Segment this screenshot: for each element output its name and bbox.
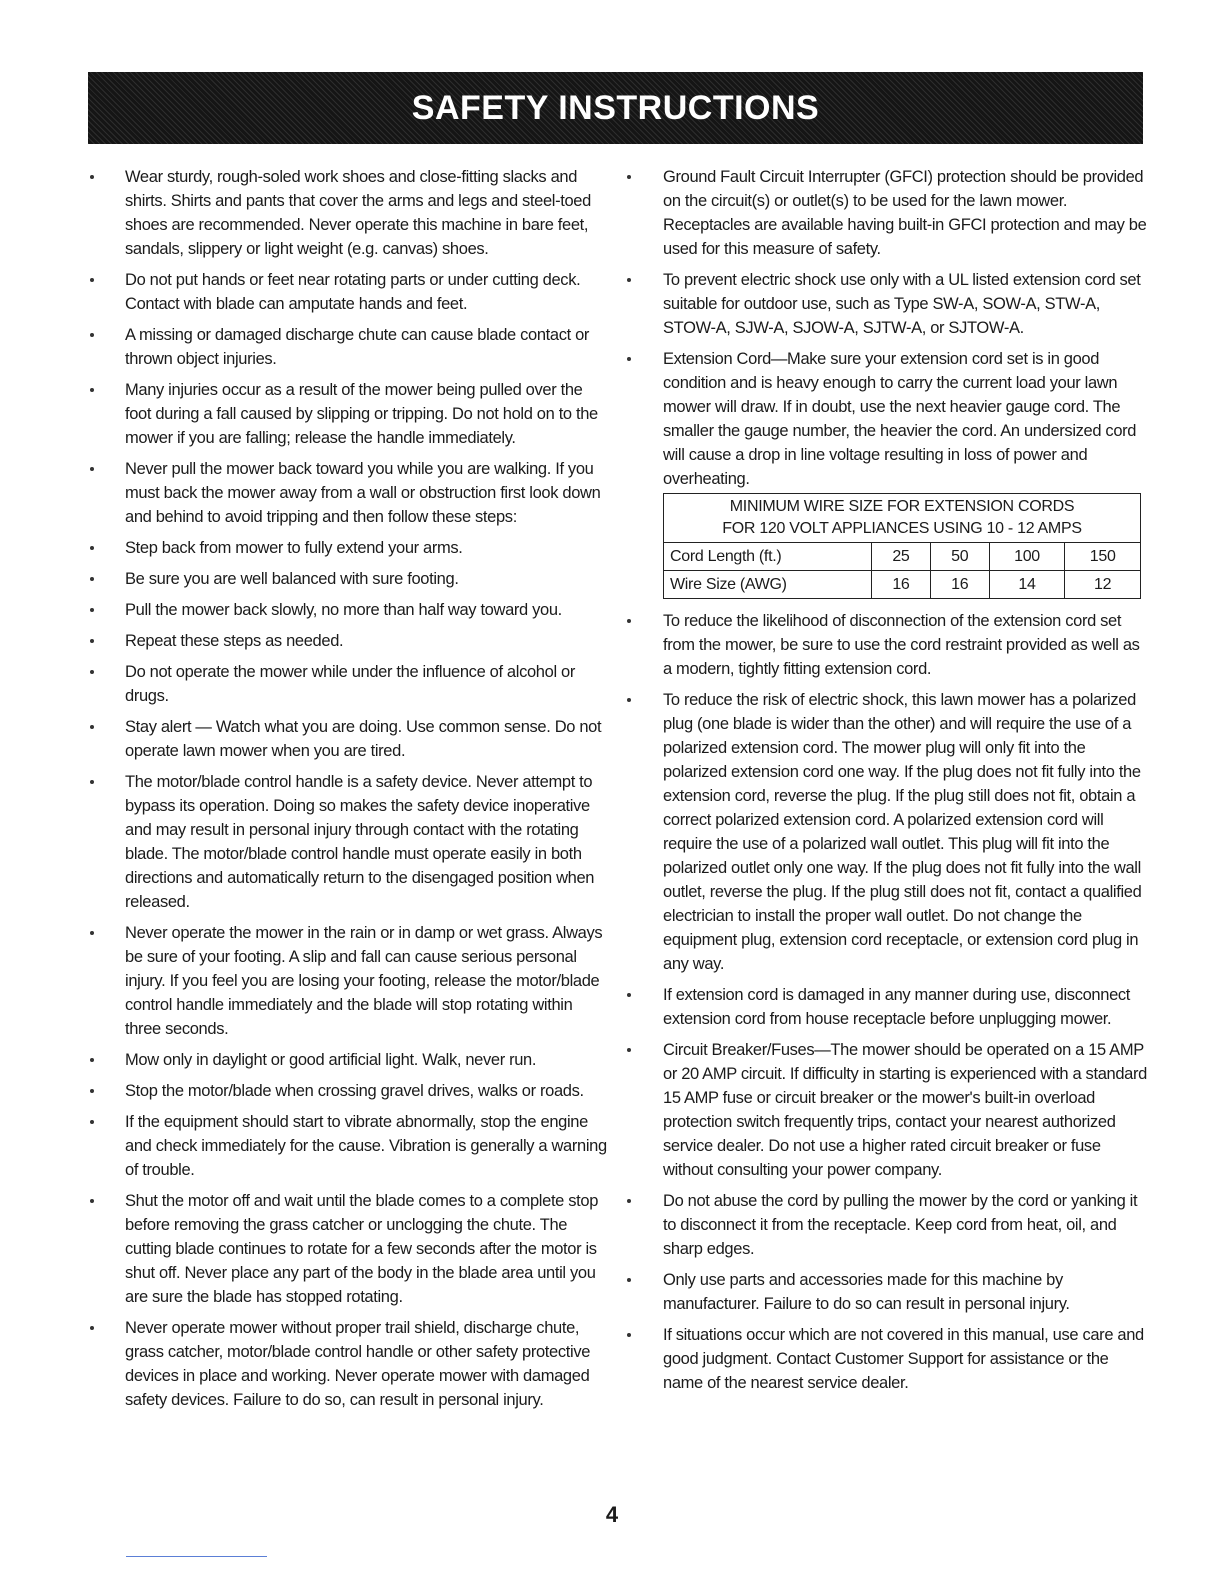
bullet-icon bbox=[627, 357, 631, 361]
list-item: To prevent electric shock use only with a UL listed extension cord set suitable for outdoor use, such as Type SW-A, SOW-A, STW-A, STOW-A, SJW-A, SJOW-A, SJTW-A, or SJTOW-A. bbox=[625, 268, 1147, 340]
table-cell: 25 bbox=[872, 543, 931, 571]
footer-divider bbox=[126, 1556, 267, 1557]
list-item: Do not abuse the cord by pulling the mower by the cord or yanking it to disconnect it from the receptacle. Keep cord from heat, oil, and sharp edges. bbox=[625, 1189, 1147, 1261]
bullet-icon bbox=[90, 639, 94, 643]
bullet-icon bbox=[90, 1199, 94, 1203]
table-cell: 150 bbox=[1065, 543, 1141, 571]
list-item: A missing or damaged discharge chute can cause blade contact or thrown object injuries. bbox=[88, 323, 608, 371]
bullet-icon bbox=[90, 467, 94, 471]
list-item: Be sure you are well balanced with sure footing. bbox=[88, 567, 608, 591]
list-item: If extension cord is damaged in any manner during use, disconnect extension cord from house receptacle before unplugging mower. bbox=[625, 983, 1147, 1031]
list-item: Only use parts and accessories made for this machine by manufacturer. Failure to do so can result in personal injury. bbox=[625, 1268, 1147, 1316]
list-item: Circuit Breaker/Fuses—The mower should be operated on a 15 AMP or 20 AMP circuit. If difficulty in starting is experienced with a standard 15 AMP fuse or circuit breaker or the mower's built-in overload protection switch frequently trips, contact your nearest authorized service dealer. Do not use a higher rated circuit breaker or fuse without consulting your power company. bbox=[625, 1038, 1147, 1182]
list-item: To reduce the risk of electric shock, this lawn mower has a polarized plug (one blade is wider than the other) and will require the use of a polarized extension cord. The mower plug will only fit into the polarized extension cord one way. If the plug does not fit fully into the extension cord, reverse the plug. If the plug still does not fit, obtain a correct polarized extension cord. A polarized extension cord will require the use of a polarized wall outlet. This plug will fit into the polarized outlet only one way. If the plug does not fit fully into the wall outlet, reverse the plug. If the plug still does not fit, contact a qualified electrician to install the proper wall outlet. Do not change the equipment plug, extension cord receptacle, or extension cord plug in any way. bbox=[625, 688, 1147, 976]
left-column bbox=[88, 165, 608, 1419]
list-item: Do not operate the mower while under the influence of alcohol or drugs. bbox=[88, 660, 608, 708]
table-row-label: Wire Size (AWG) bbox=[664, 571, 872, 599]
table-cell: 100 bbox=[989, 543, 1065, 571]
list-item: To reduce the likelihood of disconnection of the extension cord set from the mower, be sure to use the cord restraint provided as well as a modern, tightly fitting extension cord. bbox=[625, 609, 1147, 681]
bullet-icon bbox=[90, 278, 94, 282]
page-title: SAFETY INSTRUCTIONS bbox=[411, 88, 820, 127]
bullet-icon bbox=[627, 1048, 631, 1052]
bullet-icon bbox=[627, 1278, 631, 1282]
bullet-icon bbox=[627, 698, 631, 702]
table-cell: 16 bbox=[872, 571, 931, 599]
table-cell: 16 bbox=[930, 571, 989, 599]
bullet-icon bbox=[627, 1333, 631, 1337]
bullet-icon bbox=[90, 780, 94, 784]
right-column bbox=[625, 165, 1147, 1402]
list-item: Stay alert — Watch what you are doing. Use common sense. Do not operate lawn mower when you are tired. bbox=[88, 715, 608, 763]
list-item: Extension Cord—Make sure your extension cord set is in good condition and is heavy enough to carry the current load your lawn mower will draw. If in doubt, use the next heavier gauge cord. The smaller the gauge number, the heavier the cord. An undersized cord will cause a drop in line voltage resulting in loss of power and overheating. bbox=[625, 347, 1147, 491]
list-item: Do not put hands or feet near rotating parts or under cutting deck. Contact with blade can amputate hands and feet. bbox=[88, 268, 608, 316]
bullet-icon bbox=[90, 1058, 94, 1062]
bullet-icon bbox=[627, 175, 631, 179]
table-row bbox=[664, 571, 1141, 599]
bullet-icon bbox=[90, 175, 94, 179]
list-item: Repeat these steps as needed. bbox=[88, 629, 608, 653]
wire-size-table bbox=[663, 493, 1141, 599]
right-bullet-list-top bbox=[625, 165, 1147, 491]
bullet-icon bbox=[627, 278, 631, 282]
list-item: Ground Fault Circuit Interrupter (GFCI) protection should be provided on the circuit(s) or outlet(s) to be used for the lawn mower. Receptacles are available having built-in GFCI protection and may be used for this measure of safety. bbox=[625, 165, 1147, 261]
list-item: Stop the motor/blade when crossing gravel drives, walks or roads. bbox=[88, 1079, 608, 1103]
list-item: If the equipment should start to vibrate abnormally, stop the engine and check immediately for the cause. Vibration is generally a warning of trouble. bbox=[88, 1110, 608, 1182]
list-item: Step back from mower to fully extend your arms. bbox=[88, 536, 608, 560]
bullet-icon bbox=[90, 1120, 94, 1124]
bullet-icon bbox=[627, 1199, 631, 1203]
bullet-icon bbox=[90, 546, 94, 550]
list-item: Never operate the mower in the rain or in damp or wet grass. Always be sure of your footing. A slip and fall can cause serious personal injury. If you feel you are losing your footing, release the motor/blade control handle immediately and the blade will stop rotating within three seconds. bbox=[88, 921, 608, 1041]
page-number: 4 bbox=[605, 1502, 619, 1527]
table-row-label: Cord Length (ft.) bbox=[664, 543, 872, 571]
bullet-icon bbox=[90, 577, 94, 581]
table-header-row bbox=[664, 494, 1141, 543]
bullet-icon bbox=[90, 608, 94, 612]
bullet-icon bbox=[90, 725, 94, 729]
left-bullet-list bbox=[88, 165, 608, 1412]
table-cell: 12 bbox=[1065, 571, 1141, 599]
right-bullet-list-bottom bbox=[625, 609, 1147, 1395]
table-row bbox=[664, 543, 1141, 571]
bullet-icon bbox=[90, 670, 94, 674]
list-item: Never pull the mower back toward you while you are walking. If you must back the mower away from a wall or obstruction first look down and behind to avoid tripping and then follow these steps: bbox=[88, 457, 608, 529]
bullet-icon bbox=[90, 931, 94, 935]
list-item: Shut the motor off and wait until the blade comes to a complete stop before removing the grass catcher or unclogging the chute. The cutting blade continues to rotate for a few seconds after the motor is shut off. Never place any part of the body in the blade area until you are sure the blade has stopped rotating. bbox=[88, 1189, 608, 1309]
bullet-icon bbox=[627, 993, 631, 997]
list-item: Pull the mower back slowly, no more than half way toward you. bbox=[88, 598, 608, 622]
bullet-icon bbox=[90, 1089, 94, 1093]
list-item: If situations occur which are not covered in this manual, use care and good judgment. Contact Customer Support for assistance or the name of the nearest service dealer. bbox=[625, 1323, 1147, 1395]
list-item: Many injuries occur as a result of the mower being pulled over the foot during a fall caused by slipping or tripping. Do not hold on to the mower if you are falling; release the handle immediately. bbox=[88, 378, 608, 450]
bullet-icon bbox=[627, 619, 631, 623]
bullet-icon bbox=[90, 1326, 94, 1330]
section-banner bbox=[88, 72, 1143, 144]
list-item: Mow only in daylight or good artificial light. Walk, never run. bbox=[88, 1048, 608, 1072]
table-title: MINIMUM WIRE SIZE FOR EXTENSION CORDS FOR 120 VOLT APPLIANCES USING 10 - 12 AMPS bbox=[664, 494, 1141, 543]
bullet-icon bbox=[90, 388, 94, 392]
list-item: The motor/blade control handle is a safety device. Never attempt to bypass its operation. Doing so makes the safety device inoperative and may result in personal injury through contact with the rotating blade. The motor/blade control handle must operate easily in both directions and automatically return to the disengaged position when released. bbox=[88, 770, 608, 914]
list-item: Wear sturdy, rough-soled work shoes and close-fitting slacks and shirts. Shirts and pants that cover the arms and legs and steel-toed shoes are recommended. Never operate this machine in bare feet, sandals, slippery or light weight (e.g. canvas) shoes. bbox=[88, 165, 608, 261]
list-item: Never operate mower without proper trail shield, discharge chute, grass catcher, motor/blade control handle or other safety protective devices in place and working. Never operate mower with damaged safety devices. Failure to do so, can result in personal injury. bbox=[88, 1316, 608, 1412]
table-cell: 50 bbox=[930, 543, 989, 571]
bullet-icon bbox=[90, 333, 94, 337]
table-cell: 14 bbox=[989, 571, 1065, 599]
